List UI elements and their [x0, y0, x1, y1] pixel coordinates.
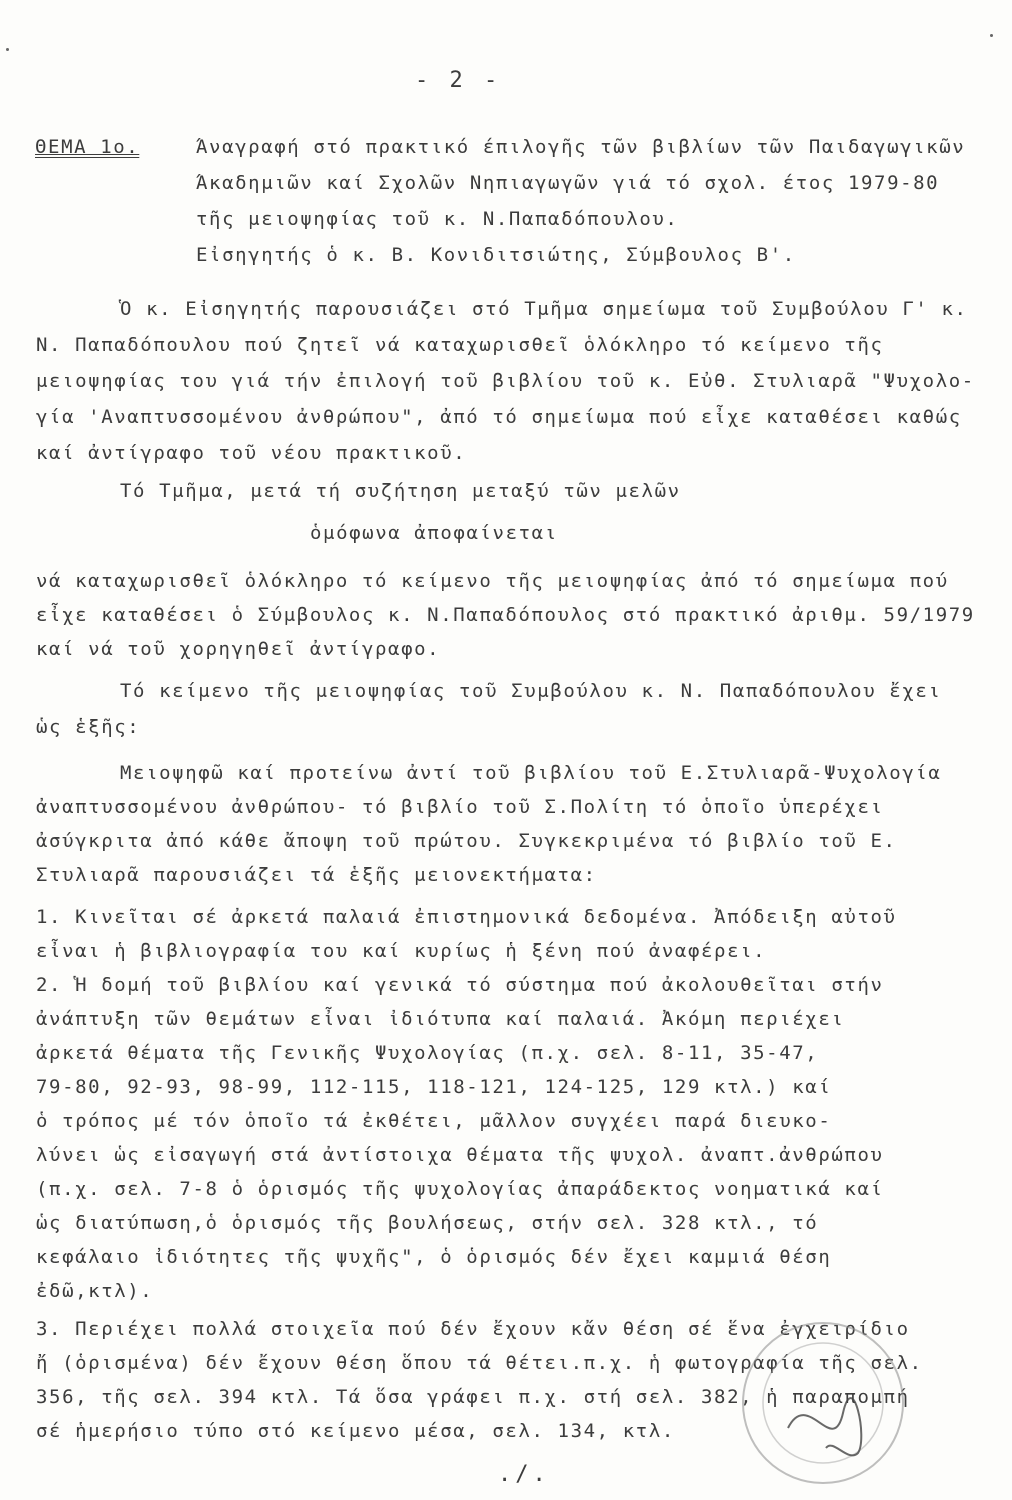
item2-line-3: ἀρκετά θέματα τῆς Γενικῆς Ψυχολογίας (π.χ. σελ. 8-11, 35-47, — [36, 1042, 819, 1064]
para3-line-3: καί νά τοῦ χορηγηθεῖ ἀντίγραφο. — [36, 638, 441, 660]
para1-line-1: Ὁ κ. Εἰσηγητής παρουσιάζει στό Τμῆμα σημείωμα τοῦ Συμβούλου Γ' κ. — [120, 298, 968, 320]
para1-line-2: Ν. Παπαδόπουλου πού ζητεῖ νά καταχωρισθεῖ ὁλόκληρο τό κείμενο τῆς — [36, 334, 884, 356]
para2-line: Τό Τμῆμα, μετά τή συζήτηση μεταξύ τῶν μελῶν — [120, 480, 681, 502]
item3-line-1: 3. Περιέχει πολλά στοιχεῖα πού δέν ἔχουν κἄν θέση σέ ἕνα ἐγχειρίδιο — [36, 1318, 910, 1340]
official-stamp — [738, 1318, 908, 1488]
item2-line-6: λύνει ὡς εἰσαγωγή στά ἀντίστοιχα θέματα τῆς ψυχολ. ἀναπτ.ἀνθρώπου — [36, 1144, 884, 1166]
scan-speck — [990, 34, 993, 37]
item1-line-1: 1. Κινεῖται σέ ἀρκετά παλαιά ἐπιστημονικά δεδομένα. Ἀπόδειξη αὐτοῦ — [36, 906, 897, 928]
para1-line-3: μειοψηφίας του γιά τήν ἐπιλογή τοῦ βιβλίου τοῦ κ. Εὐθ. Στυλιαρᾶ "Ψυχολο- — [36, 370, 975, 392]
item2-line-1: 2. Ἡ δομή τοῦ βιβλίου καί γενικά τό σύστημα πού ἀκολουθεῖται στήν — [36, 974, 884, 996]
heading-line-3: τῆς μειοψηφίας τοῦ κ. Ν.Παπαδόπουλου. — [196, 208, 679, 230]
heading-line-1: Άναγραφή στό πρακτικό έπιλογῆς τῶν βιβλίων τῶν Παιδαγωγικῶν — [196, 136, 966, 158]
page-number: - 2 - — [415, 68, 502, 93]
thema-label: ΘΕΜΑ 1ο. — [35, 136, 140, 158]
item2-line-4: 79-80, 92-93, 98-99, 112-115, 118-121, 124-125, 129 κτλ.) καί — [36, 1076, 832, 1098]
signature — [788, 1398, 861, 1455]
para3-line-2: εἶχε καταθέσει ὁ Σύμβουλος κ. Ν.Παπαδόπουλος στό πρακτικό ἀριθμ. 59/1979 — [36, 604, 975, 626]
item2-line-7: (π.χ. σελ. 7-8 ὁ ὁρισμός τῆς ψυχολογίας ἀπαράδεκτος νοηματικά καί — [36, 1178, 884, 1200]
para1-line-4: γία 'Αναπτυσσομένου ἀνθρώπου", ἀπό τό σημείωμα πού εἶχε καταθέσει καθώς — [36, 406, 962, 428]
item2-line-5: ὁ τρόπος μέ τόν ὁποῖο τά ἐκθέτει, μᾶλλον συγχέει παρά διευκο- — [36, 1110, 832, 1132]
heading-line-2: Άκαδημιῶν καί Σχολῶν Νηπιαγωγῶν γιά τό σχολ. έτος 1979-80 — [196, 172, 940, 194]
para3-line-1: νά καταχωρισθεῖ ὁλόκληρο τό κείμενο τῆς μειοψηφίας ἀπό τό σημείωμα πού — [36, 570, 949, 592]
heading-line-4: Εἰσηγητής ὁ κ. Β. Κονιδιτσιώτης, Σύμβουλος Β'. — [196, 244, 796, 266]
item3-line-2: ἤ (ὁρισμένα) δέν ἔχουν θέση ὅπου τά θέτει.π.χ. ἡ φωτογραφία τῆς σελ. — [36, 1352, 923, 1374]
para4-line-1: Τό κείμενο τῆς μειοψηφίας τοῦ Συμβούλου κ. Ν. Παπαδόπουλου ἔχει — [120, 680, 942, 702]
item2-line-2: ἀνάπτυξη τῶν θεμάτων εἶναι ἰδιότυπα καί παλαιά. Ἀκόμη περιέχει — [36, 1008, 845, 1030]
item3-line-3: 356, τῆς σελ. 394 κτλ. Τά ὅσα γράφει π.χ. στή σελ. 382, ἡ παραπομπή — [36, 1386, 910, 1408]
para5-line-3: ἀσύγκριτα ἀπό κάθε ἄποψη τοῦ πρώτου. Συγκεκριμένα τό βιβλίο τοῦ Ε. — [36, 830, 897, 852]
item1-line-2: εἶναι ἡ βιβλιογραφία του καί κυρίως ἡ ξένη πού ἀναφέρει. — [36, 940, 767, 962]
para5-line-4: Στυλιαρᾶ παρουσιάζει τά ἑξῆς μειονεκτήματα: — [36, 864, 597, 886]
para4-line-2: ὡς ἑξῆς: — [36, 716, 141, 738]
item2-line-10: ἐδῶ,κτλ). — [36, 1280, 154, 1302]
para1-line-5: καί ἀντίγραφο τοῦ νέου πρακτικοῦ. — [36, 442, 467, 464]
item2-line-9: κεφάλαιο ἰδιότητες τῆς ψυχῆς", ὁ ὁρισμός δέν ἔχει καμμιά θέση — [36, 1246, 832, 1268]
para5-line-1: Μειοψηφῶ καί προτείνω ἀντί τοῦ βιβλίου τοῦ Ε.Στυλιαρᾶ-Ψυχολογία — [120, 762, 942, 784]
para5-line-2: ἀναπτυσσομένου ἀνθρώπου- τό βιβλίο τοῦ Σ.Πολίτη τό ὁποῖο ὑπερέχει — [36, 796, 884, 818]
continuation-mark: ./. — [498, 1462, 550, 1487]
item3-line-4: σέ ἡμερήσιο τύπο στό κείμενο μέσα, σελ. 134, κτλ. — [36, 1420, 675, 1442]
scan-speck — [6, 48, 9, 51]
unanimous-decision: ὁμόφωνα ἀποφαίνεται — [310, 522, 558, 544]
item2-line-8: ὡς διατύπωση,ὁ ὁρισμός τῆς βουλήσεως, στήν σελ. 328 κτλ., τό — [36, 1212, 819, 1234]
